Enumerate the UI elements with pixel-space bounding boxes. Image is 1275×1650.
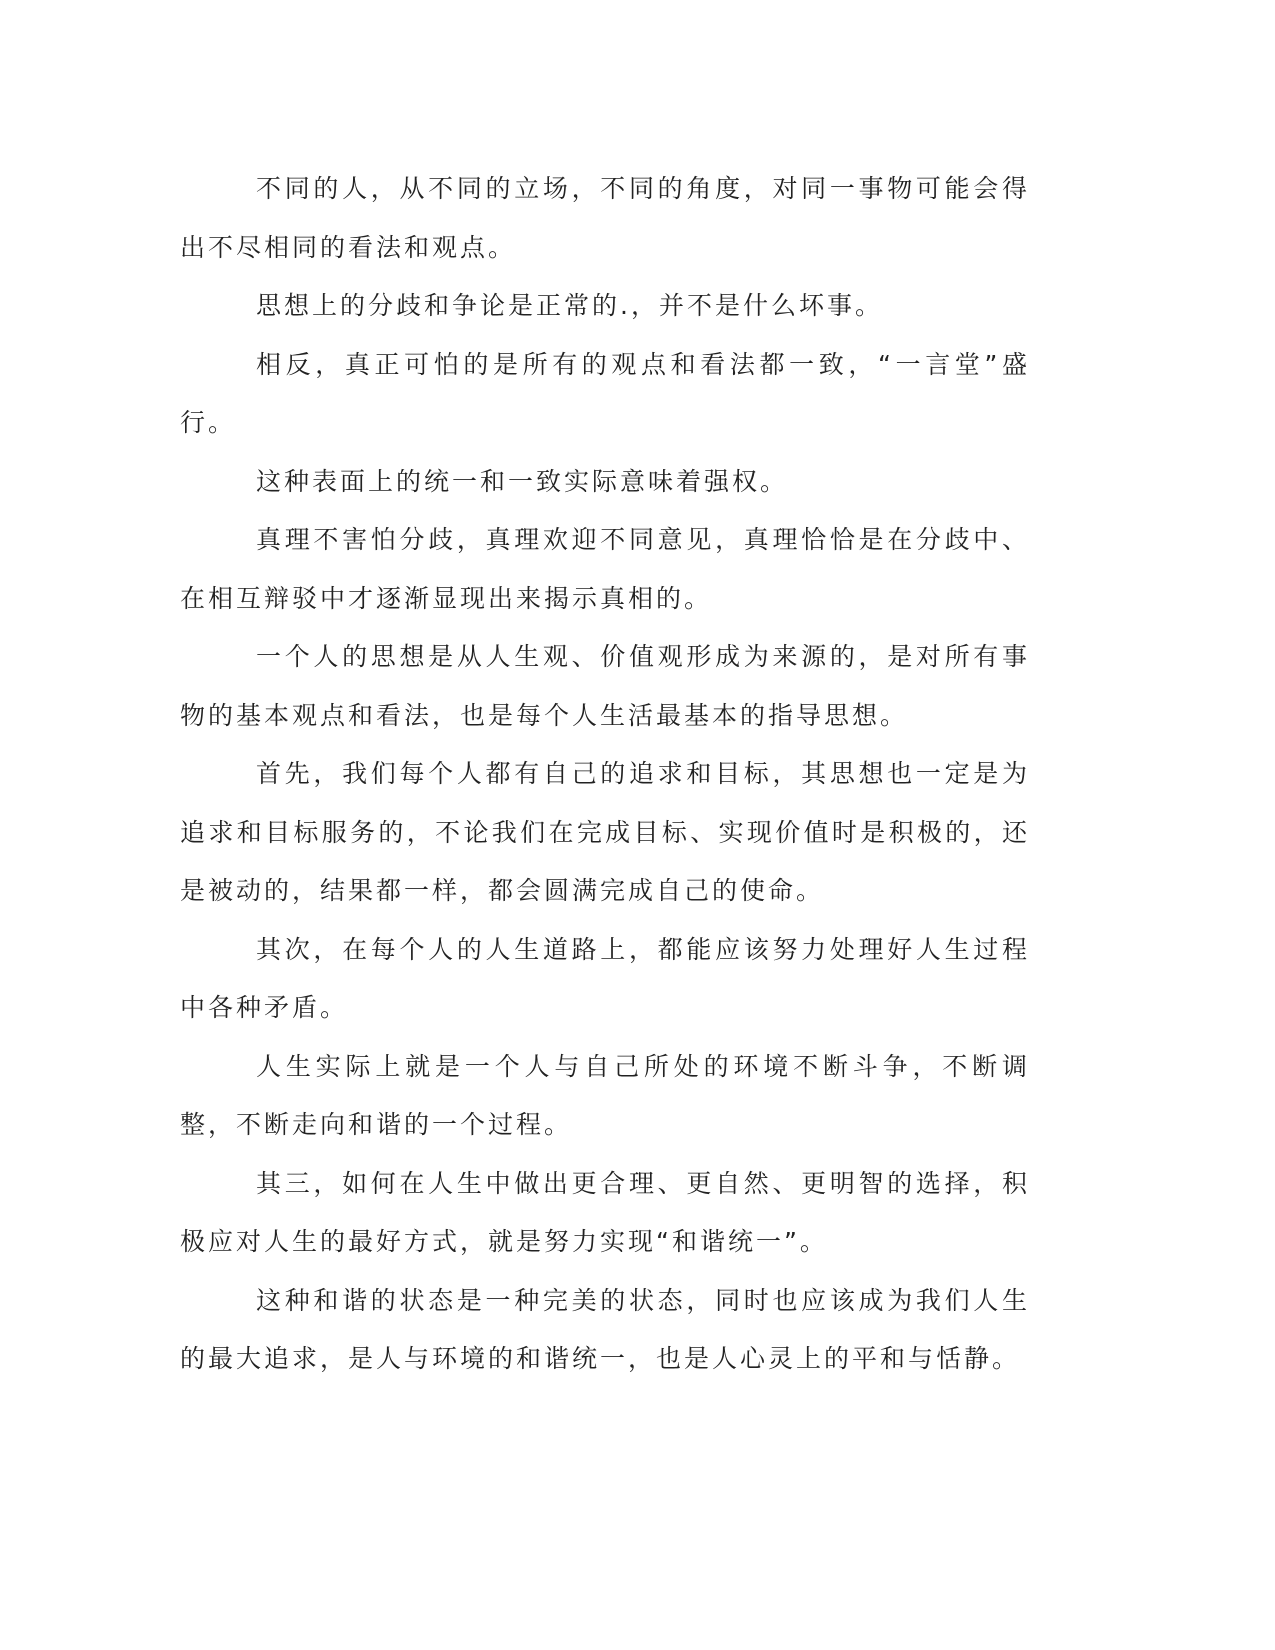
paragraph-10: 其三，如何在人生中做出更合理、更自然、更明智的选择，积极应对人生的最好方式，就是努力实现“和谐统一”。: [180, 1168, 1030, 1256]
paragraph-8: 其次，在每个人的人生道路上，都能应该努力处理好人生过程中各种矛盾。: [180, 934, 1030, 1022]
paragraph-2: 思想上的分歧和争论是正常的.，并不是什么坏事。: [256, 291, 883, 320]
paragraph-4: 这种表面上的统一和一致实际意味着强权。: [256, 466, 789, 496]
document-body: [180, 160, 1030, 1389]
paragraph-11: 这种和谐的状态是一种完美的状态，同时也应该成为我们人生的最大追求，是人与环境的和谐统一，也是人心灵上的平和与恬静。: [180, 1285, 1030, 1373]
paragraph-6: 一个人的思想是从人生观、价值观形成为来源的，是对所有事物的基本观点和看法，也是每个人生活最基本的指导思想。: [180, 642, 1030, 730]
paragraph-1: 不同的人，从不同的立场，不同的角度，对同一事物可能会得出不尽相同的看法和观点。: [180, 174, 1030, 262]
paragraph-7: 首先，我们每个人都有自己的追求和目标，其思想也一定是为追求和目标服务的，不论我们在完成目标、实现价值时是积极的，还是被动的，结果都一样，都会圆满完成自己的使命。: [180, 759, 1030, 905]
paragraph-5: 真理不害怕分歧，真理欢迎不同意见，真理恰恰是在分歧中、在相互辩驳中才逐渐显现出来揭示真相的。: [180, 525, 1030, 613]
paragraph-3: 相反，真正可怕的是所有的观点和看法都一致，“一言堂”盛行。: [180, 349, 1030, 437]
paragraph-9: 人生实际上就是一个人与自己所处的环境不断斗争，不断调整，不断走向和谐的一个过程。: [180, 1051, 1030, 1139]
